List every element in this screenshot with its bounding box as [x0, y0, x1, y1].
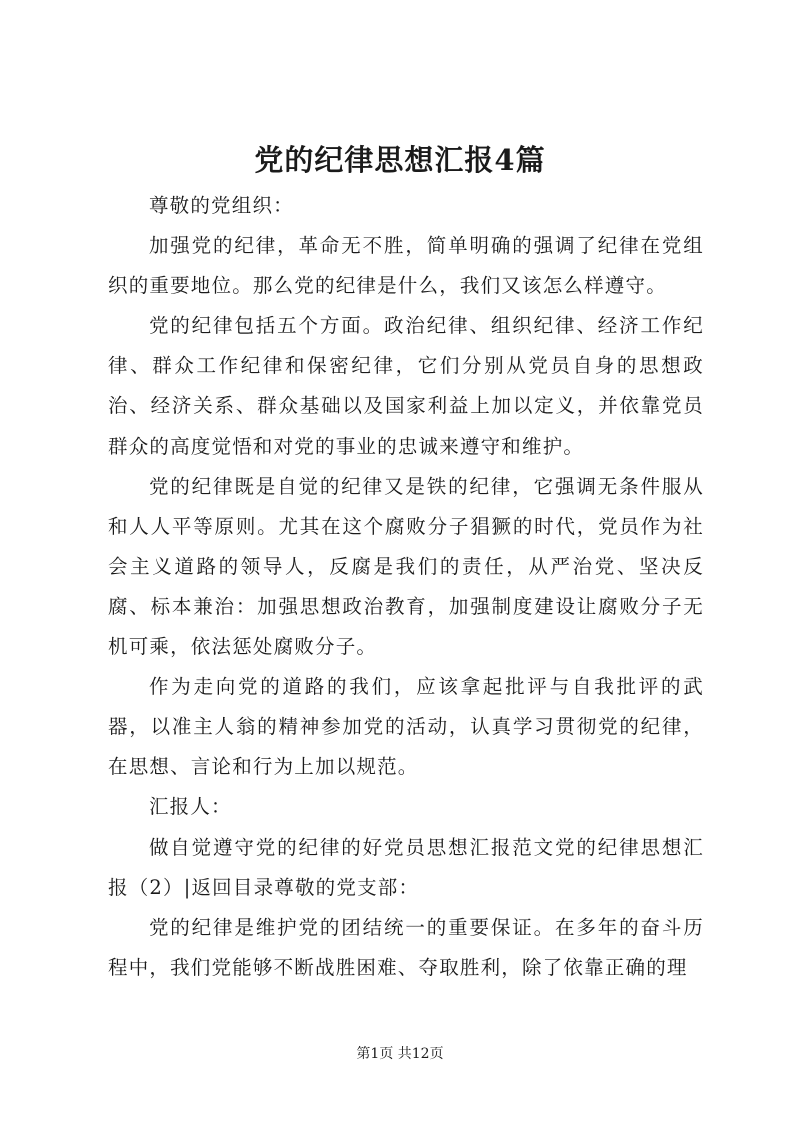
body-paragraph: 党的纪律是维护党的团结统一的重要保证。在多年的奋斗历程中，我们党能够不断战胜困难、夺取胜利，除了依靠正确的理 [108, 915, 704, 979]
body-paragraph: 党的纪律包括五个方面。政治纪律、组织纪律、经济工作纪律、群众工作纪律和保密纪律，它们分别从党员自身的思想政治、经济关系、群众基础以及国家利益上加以定义，并依靠党员群众的高度觉悟和对党的事业的忠诚来遵守和维护。 [108, 314, 704, 458]
body-paragraph: 加强党的纪律，革命无不胜，简单明确的强调了纪律在党组织的重要地位。那么党的纪律是什么，我们又该怎么样遵守。 [108, 234, 704, 298]
salutation-paragraph: 尊敬的党组织： [148, 194, 294, 217]
signature-paragraph: 汇报人： [148, 795, 232, 819]
body-paragraph: 作为走向党的道路的我们，应该拿起批评与自我批评的武器，以准主人翁的精神参加党的活动，认真学习贯彻党的纪律，在思想、言论和行为上加以规范。 [108, 675, 704, 779]
body-paragraph: 做自觉遵守党的纪律的好党员思想汇报范文党的纪律思想汇报（2）|返回目录尊敬的党支部： [108, 835, 704, 899]
document-body [108, 186, 704, 988]
body-paragraph: 党的纪律既是自觉的纪律又是铁的纪律，它强调无条件服从和人人平等原则。尤其在这个腐败分子猖獗的时代，党员作为社会主义道路的领导人，反腐是我们的责任，从严治党、坚决反腐、标本兼治：加强思想政治教育，加强制度建设让腐败分子无机可乘，依法惩处腐败分子。 [108, 474, 704, 659]
document-title: 党的纪律思想汇报4篇 [254, 143, 546, 177]
page-footer: 第1页 共12页 [356, 1046, 444, 1062]
